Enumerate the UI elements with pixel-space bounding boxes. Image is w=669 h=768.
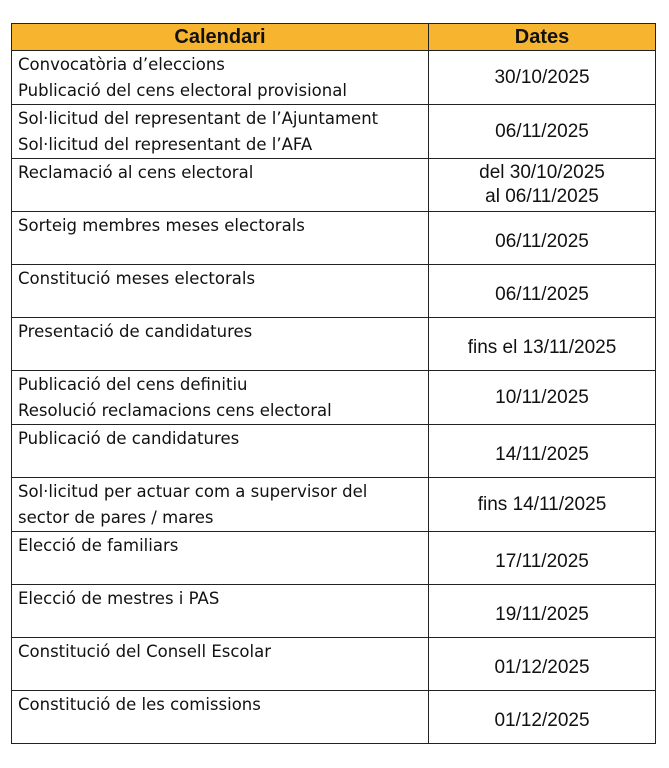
date-cell <box>429 159 656 212</box>
header-calendari: Calendari <box>12 24 429 51</box>
table-row <box>12 212 656 265</box>
event-text: Elecció de familiars <box>18 536 179 555</box>
event-cell <box>12 478 429 532</box>
date-cell <box>429 532 656 585</box>
event-text: Constitució de les comissions <box>18 695 261 714</box>
event-cell <box>12 425 429 478</box>
event-text: Publicació del cens definitiu <box>18 375 248 394</box>
event-cell <box>12 265 429 318</box>
event-cell <box>12 691 429 744</box>
date-cell <box>429 51 656 105</box>
table-row <box>12 691 656 744</box>
table-row <box>12 318 656 371</box>
date-text: 01/12/2025 <box>494 710 590 731</box>
event-text: Constitució meses electorals <box>18 269 256 288</box>
table-row <box>12 478 656 532</box>
header-dates: Dates <box>429 24 656 51</box>
table-row <box>12 51 656 105</box>
date-text: fins 14/11/2025 <box>477 493 607 515</box>
table-row <box>12 532 656 585</box>
event-text: Publicació de candidatures <box>18 429 240 448</box>
date-cell <box>429 371 656 425</box>
calendar-table <box>11 23 656 744</box>
event-text: sector de pares / mares <box>18 508 214 527</box>
table-row <box>12 585 656 638</box>
date-cell <box>429 105 656 159</box>
date-cell <box>429 478 656 532</box>
event-text: Constitució del Consell Escolar <box>18 642 272 661</box>
date-text: 14/11/2025 <box>495 444 589 465</box>
date-cell <box>429 318 656 371</box>
event-cell <box>12 318 429 371</box>
event-text: Sorteig membres meses electorals <box>18 216 305 235</box>
date-text: 10/11/2025 <box>495 386 589 408</box>
date-text: al 06/11/2025 <box>485 186 599 207</box>
table-row <box>12 638 656 691</box>
date-text: 19/11/2025 <box>495 604 589 625</box>
date-cell <box>429 638 656 691</box>
event-cell <box>12 638 429 691</box>
date-text: 30/10/2025 <box>494 66 590 88</box>
event-text: Publicació del cens electoral provisional <box>18 81 347 100</box>
event-cell <box>12 159 429 212</box>
date-text: 17/11/2025 <box>495 551 589 572</box>
event-text: Presentació de candidatures <box>18 322 253 341</box>
calendar-body <box>12 51 656 744</box>
event-text: Resolució reclamacions cens electoral <box>18 401 332 420</box>
date-text: fins el 13/11/2025 <box>467 337 617 358</box>
date-text: 06/11/2025 <box>495 120 589 142</box>
event-text: Sol·licitud del representant de l’AFA <box>18 135 313 154</box>
event-cell <box>12 371 429 425</box>
table-row <box>12 105 656 159</box>
event-text: Sol·licitud del representant de l’Ajuntament <box>18 109 379 128</box>
date-cell <box>429 212 656 265</box>
date-text: 01/12/2025 <box>494 657 590 678</box>
date-text: 06/11/2025 <box>495 284 589 305</box>
event-cell <box>12 585 429 638</box>
header-row <box>12 24 656 51</box>
event-cell <box>12 51 429 105</box>
date-text: 06/11/2025 <box>495 231 589 252</box>
table-row <box>12 371 656 425</box>
event-text: Elecció de mestres i PAS <box>18 589 220 608</box>
event-text: Sol·licitud per actuar com a supervisor del <box>18 482 368 501</box>
event-cell <box>12 212 429 265</box>
date-cell <box>429 265 656 318</box>
event-cell <box>12 532 429 585</box>
date-text: del 30/10/2025 <box>479 162 605 183</box>
date-cell <box>429 585 656 638</box>
table-row <box>12 425 656 478</box>
table-row <box>12 265 656 318</box>
event-text: Reclamació al cens electoral <box>18 163 254 182</box>
table-row <box>12 159 656 212</box>
event-text: Convocatòria d’eleccions <box>18 55 225 74</box>
event-cell <box>12 105 429 159</box>
date-cell <box>429 691 656 744</box>
date-cell <box>429 425 656 478</box>
